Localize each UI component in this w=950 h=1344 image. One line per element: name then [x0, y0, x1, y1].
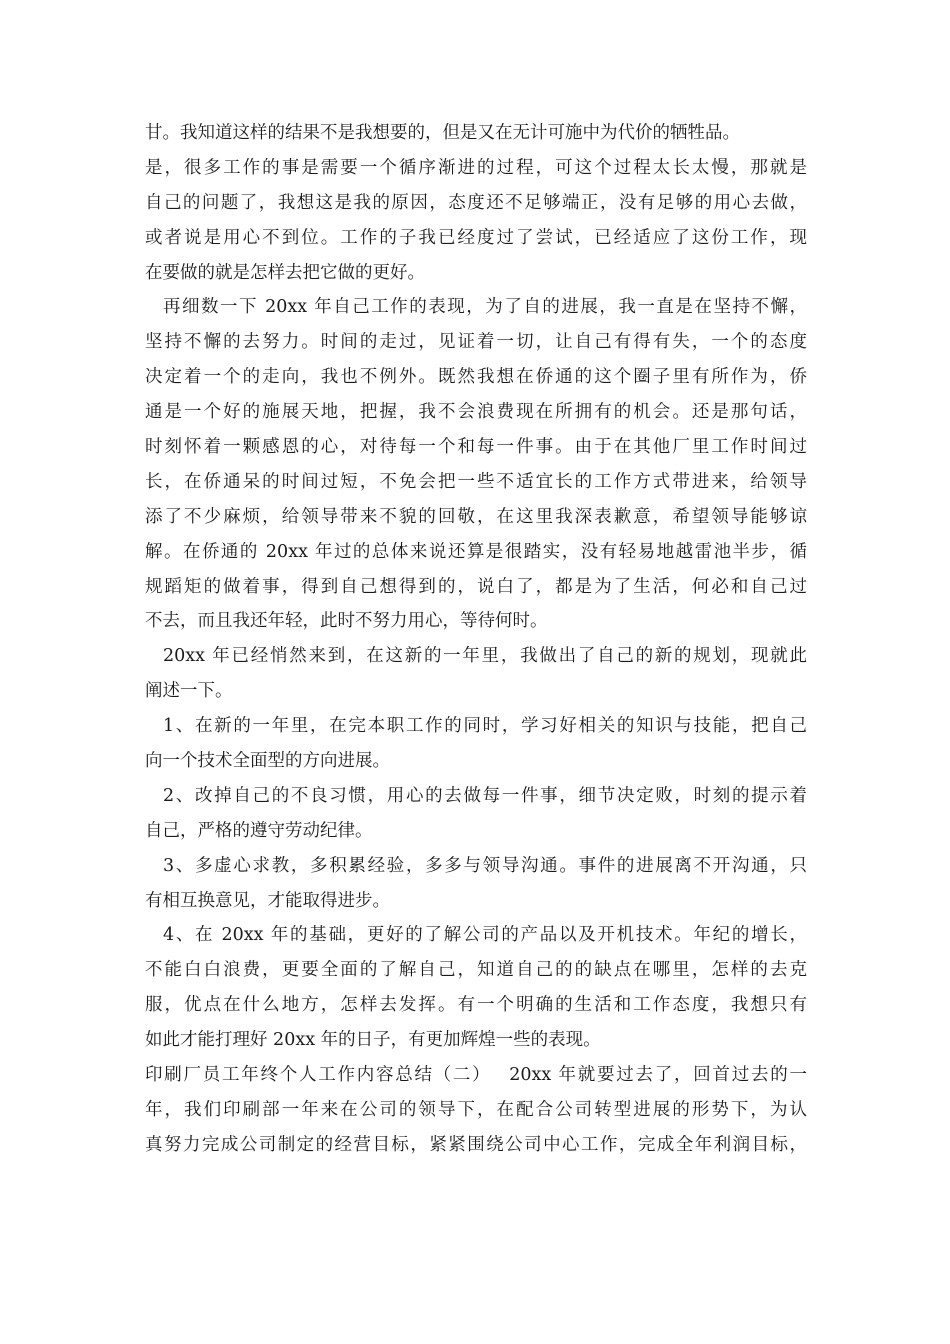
text-line: 长，在侨通呆的时间过短，不免会把一些不适宜长的工作方式带进来，给领导 [145, 471, 807, 492]
text-line: 通是一个好的施展天地，把握，我不会浪费现在所拥有的机会。还是那句话， [145, 402, 807, 423]
text-line: 决定着一个的走向，我也不例外。既然我想在侨通的这个圈子里有所作为，侨 [145, 367, 807, 388]
text-line: 服，优点在什么地方，怎样去发挥。有一个明确的生活和工作态度，我想只有 [145, 995, 807, 1016]
text-line: 阐述一下。 [145, 681, 233, 702]
text-line: 年，我们印刷部一年来在公司的领导下，在配合公司转型进展的形势下，为认 [145, 1099, 807, 1120]
text-line: 坚持不懈的去努力。时间的走过，见证着一切，让自己有得有失，一个的态度 [145, 332, 807, 353]
text-line: 在要做的就是怎样去把它做的更好。 [145, 262, 425, 283]
text-line: 2、改掉自己的不良习惯，用心的去做每一件事，细节决定败，时刻的提示着 [163, 785, 807, 806]
document-body [145, 116, 807, 1163]
text-line: 20xx 年已经悄然来到，在这新的一年里，我做出了自己的新的规划，现就此 [163, 646, 807, 667]
text-line: 如此才能打理好 20xx 年的日子，有更加辉煌一些的表现。 [145, 1030, 601, 1051]
text-line: 自己的问题了，我想这是我的原因，态度还不足够端正，没有足够的用心去做， [145, 192, 807, 213]
text-line: 或者说是用心不到位。工作的子我已经度过了尝试，已经适应了这份工作，现 [145, 227, 807, 248]
text-line: 3、多虚心求教，多积累经验，多多与领导沟通。事件的进展离不开沟通，只 [163, 855, 807, 876]
text-line: 规蹈矩的做着事，得到自己想得到的，说白了，都是为了生活，何必和自己过 [145, 576, 807, 597]
text-line: 向一个技术全面型的方向进展。 [145, 751, 390, 772]
text-line: 再细数一下 20xx 年自己工作的表现，为了自的进展，我一直是在坚持不懈， [163, 297, 807, 318]
text-line: 时刻怀着一颗感恩的心，对待每一个和每一件事。由于在其他厂里工作时间过 [145, 437, 807, 458]
text-line: 是，很多工作的事是需要一个循序渐进的过程，可这个过程太长太慢，那就是 [145, 157, 807, 178]
text-line: 真努力完成公司制定的经营目标，紧紧围绕公司中心工作，完成全年利润目标， [145, 1134, 807, 1155]
text-line: 4、在 20xx 年的基础，更好的了解公司的产品以及开机技术。年纪的增长， [163, 925, 807, 946]
text-line: 有相互换意见，才能取得进步。 [145, 890, 390, 911]
text-line: 添了不少麻烦，给领导带来不貌的回敬，在这里我深表歉意，希望领导能够谅 [145, 506, 807, 527]
text-line: 甘。我知道这样的结果不是我想要的，但是又在无计可施中为代价的牺牲品。 [145, 123, 740, 143]
text-line: 解。在侨通的 20xx 年过的总体来说还算是很踏实，没有轻易地越雷池半步，循 [145, 541, 807, 562]
text-line: 1、在新的一年里，在完本职工作的同时，学习好相关的知识与技能，把自己 [163, 716, 807, 737]
text-line: 印刷厂员工年终个人工作内容总结（二） 20xx 年就要过去了，回首过去的一 [145, 1065, 807, 1086]
text-line: 不能白白浪费，更要全面的了解自己，知道自己的的缺点在哪里，怎样的去克 [145, 960, 807, 981]
text-line: 不去，而且我还年轻，此时不努力用心，等待何时。 [145, 611, 548, 632]
text-line: 自己，严格的遵守劳动纪律。 [145, 820, 373, 841]
